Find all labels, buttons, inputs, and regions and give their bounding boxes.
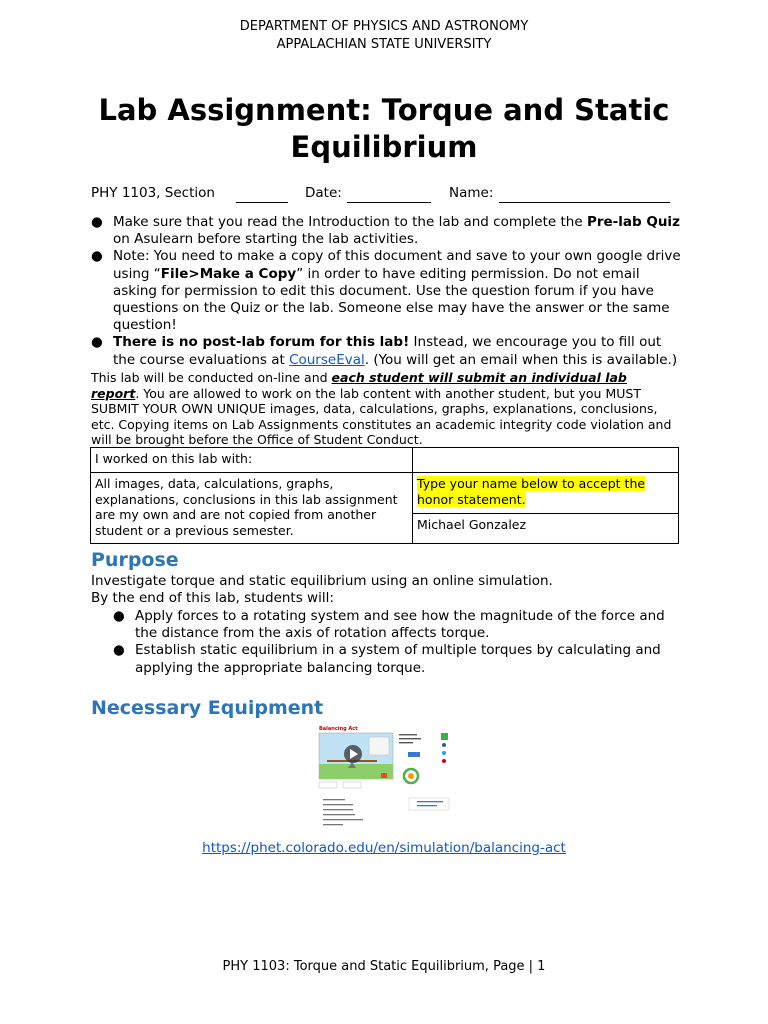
page-title	[0, 92, 768, 166]
date-blank	[347, 184, 431, 203]
instructions-list	[91, 214, 681, 369]
title-line-1: Lab Assignment: Torque and Static	[98, 93, 670, 127]
purpose-line-1: Investigate torque and static equilibrium using an online simulation.	[91, 573, 553, 589]
bullet-icon: ●	[91, 214, 103, 230]
bullet-icon: ●	[113, 642, 125, 659]
integrity-notice: This lab will be conducted on-line and each student will submit an individual lab report. You are allowed to work on the lab content with another student, but you MUST SUBMIT YOUR OWN UNIQUE images, data, calculations, graphs, explanations, conclusions, etc. Copying items on Lab Assignments constitutes an academic integrity code violation and will be brought before the Office of Student Conduct.	[91, 370, 672, 447]
list-item: ● Note: You need to make a copy of this document and save to your own google drive using “File>Make a Copy” in order to have editing permission. Do not email asking for permission to edit this document. Use the question forum if you have questions on the Quiz or the lab. Someone else may have the answer or the same question!	[91, 248, 681, 334]
title-line-2: Equilibrium	[290, 130, 478, 164]
courseeval-link[interactable]: CourseEval	[289, 351, 365, 368]
sim-title: Balancing Act	[319, 726, 358, 732]
name-blank	[499, 184, 670, 203]
university-name: APPALACHIAN STATE UNIVERSITY	[276, 37, 492, 52]
worked-with-label: I worked on this lab with:	[91, 448, 413, 473]
purpose-line-2: By the end of this lab, students will:	[91, 590, 334, 606]
no-forum-emphasis: There is no post-lab forum for this lab!	[113, 334, 410, 351]
simulation-screenshot	[317, 724, 453, 834]
date-label: Date:	[305, 185, 342, 201]
honor-instruction: Type your name below to accept the honor statement.	[413, 473, 679, 514]
simulation-thumbnail	[317, 724, 453, 834]
individual-report-emphasis: each student will submit an individual lab report	[91, 370, 627, 401]
bullet-icon: ●	[91, 334, 103, 351]
make-copy-emphasis: File>Make a Copy	[160, 265, 297, 282]
worked-with-field[interactable]	[413, 448, 679, 473]
equipment-heading: Necessary Equipment	[91, 697, 324, 719]
simulation-url	[0, 840, 768, 856]
signature-field[interactable]: Michael Gonzalez	[413, 514, 679, 544]
prelab-quiz-emphasis: Pre-lab Quiz	[586, 214, 680, 230]
section-blank	[236, 184, 288, 203]
purpose-heading: Purpose	[91, 549, 179, 571]
name-label: Name:	[449, 185, 494, 201]
department-name: DEPARTMENT OF PHYSICS AND ASTRONOMY	[239, 19, 529, 34]
honor-table	[90, 447, 679, 544]
page-footer: PHY 1103: Torque and Static Equilibrium, Page | 1	[222, 959, 546, 974]
objectives-list	[113, 608, 673, 677]
simulation-link[interactable]: https://phet.colorado.edu/en/simulation/balancing-act	[202, 840, 566, 856]
bullet-icon: ●	[91, 248, 103, 265]
list-item: ● There is no post-lab forum for this lab! Instead, we encourage you to fill out the course evaluations at CourseEval. (You will get an email when this is available.)	[91, 334, 678, 368]
honor-statement: All images, data, calculations, graphs, explanations, conclusions in this lab assignment are my own and are not copied from another student or a previous semester.	[91, 473, 413, 544]
bullet-icon: ●	[113, 608, 125, 624]
list-item: ● Make sure that you read the Introduction to the lab and complete the Pre-lab Quiz on Asulearn before starting the lab activities.	[91, 214, 680, 248]
list-item: ● Apply forces to a rotating system and see how the magnitude of the force and the distance from the axis of rotation affects torque.	[113, 608, 665, 642]
list-item: ● Establish static equilibrium in a system of multiple torques by calculating and applying the appropriate balancing torque.	[113, 642, 661, 676]
section-label: PHY 1103, Section	[91, 185, 215, 201]
